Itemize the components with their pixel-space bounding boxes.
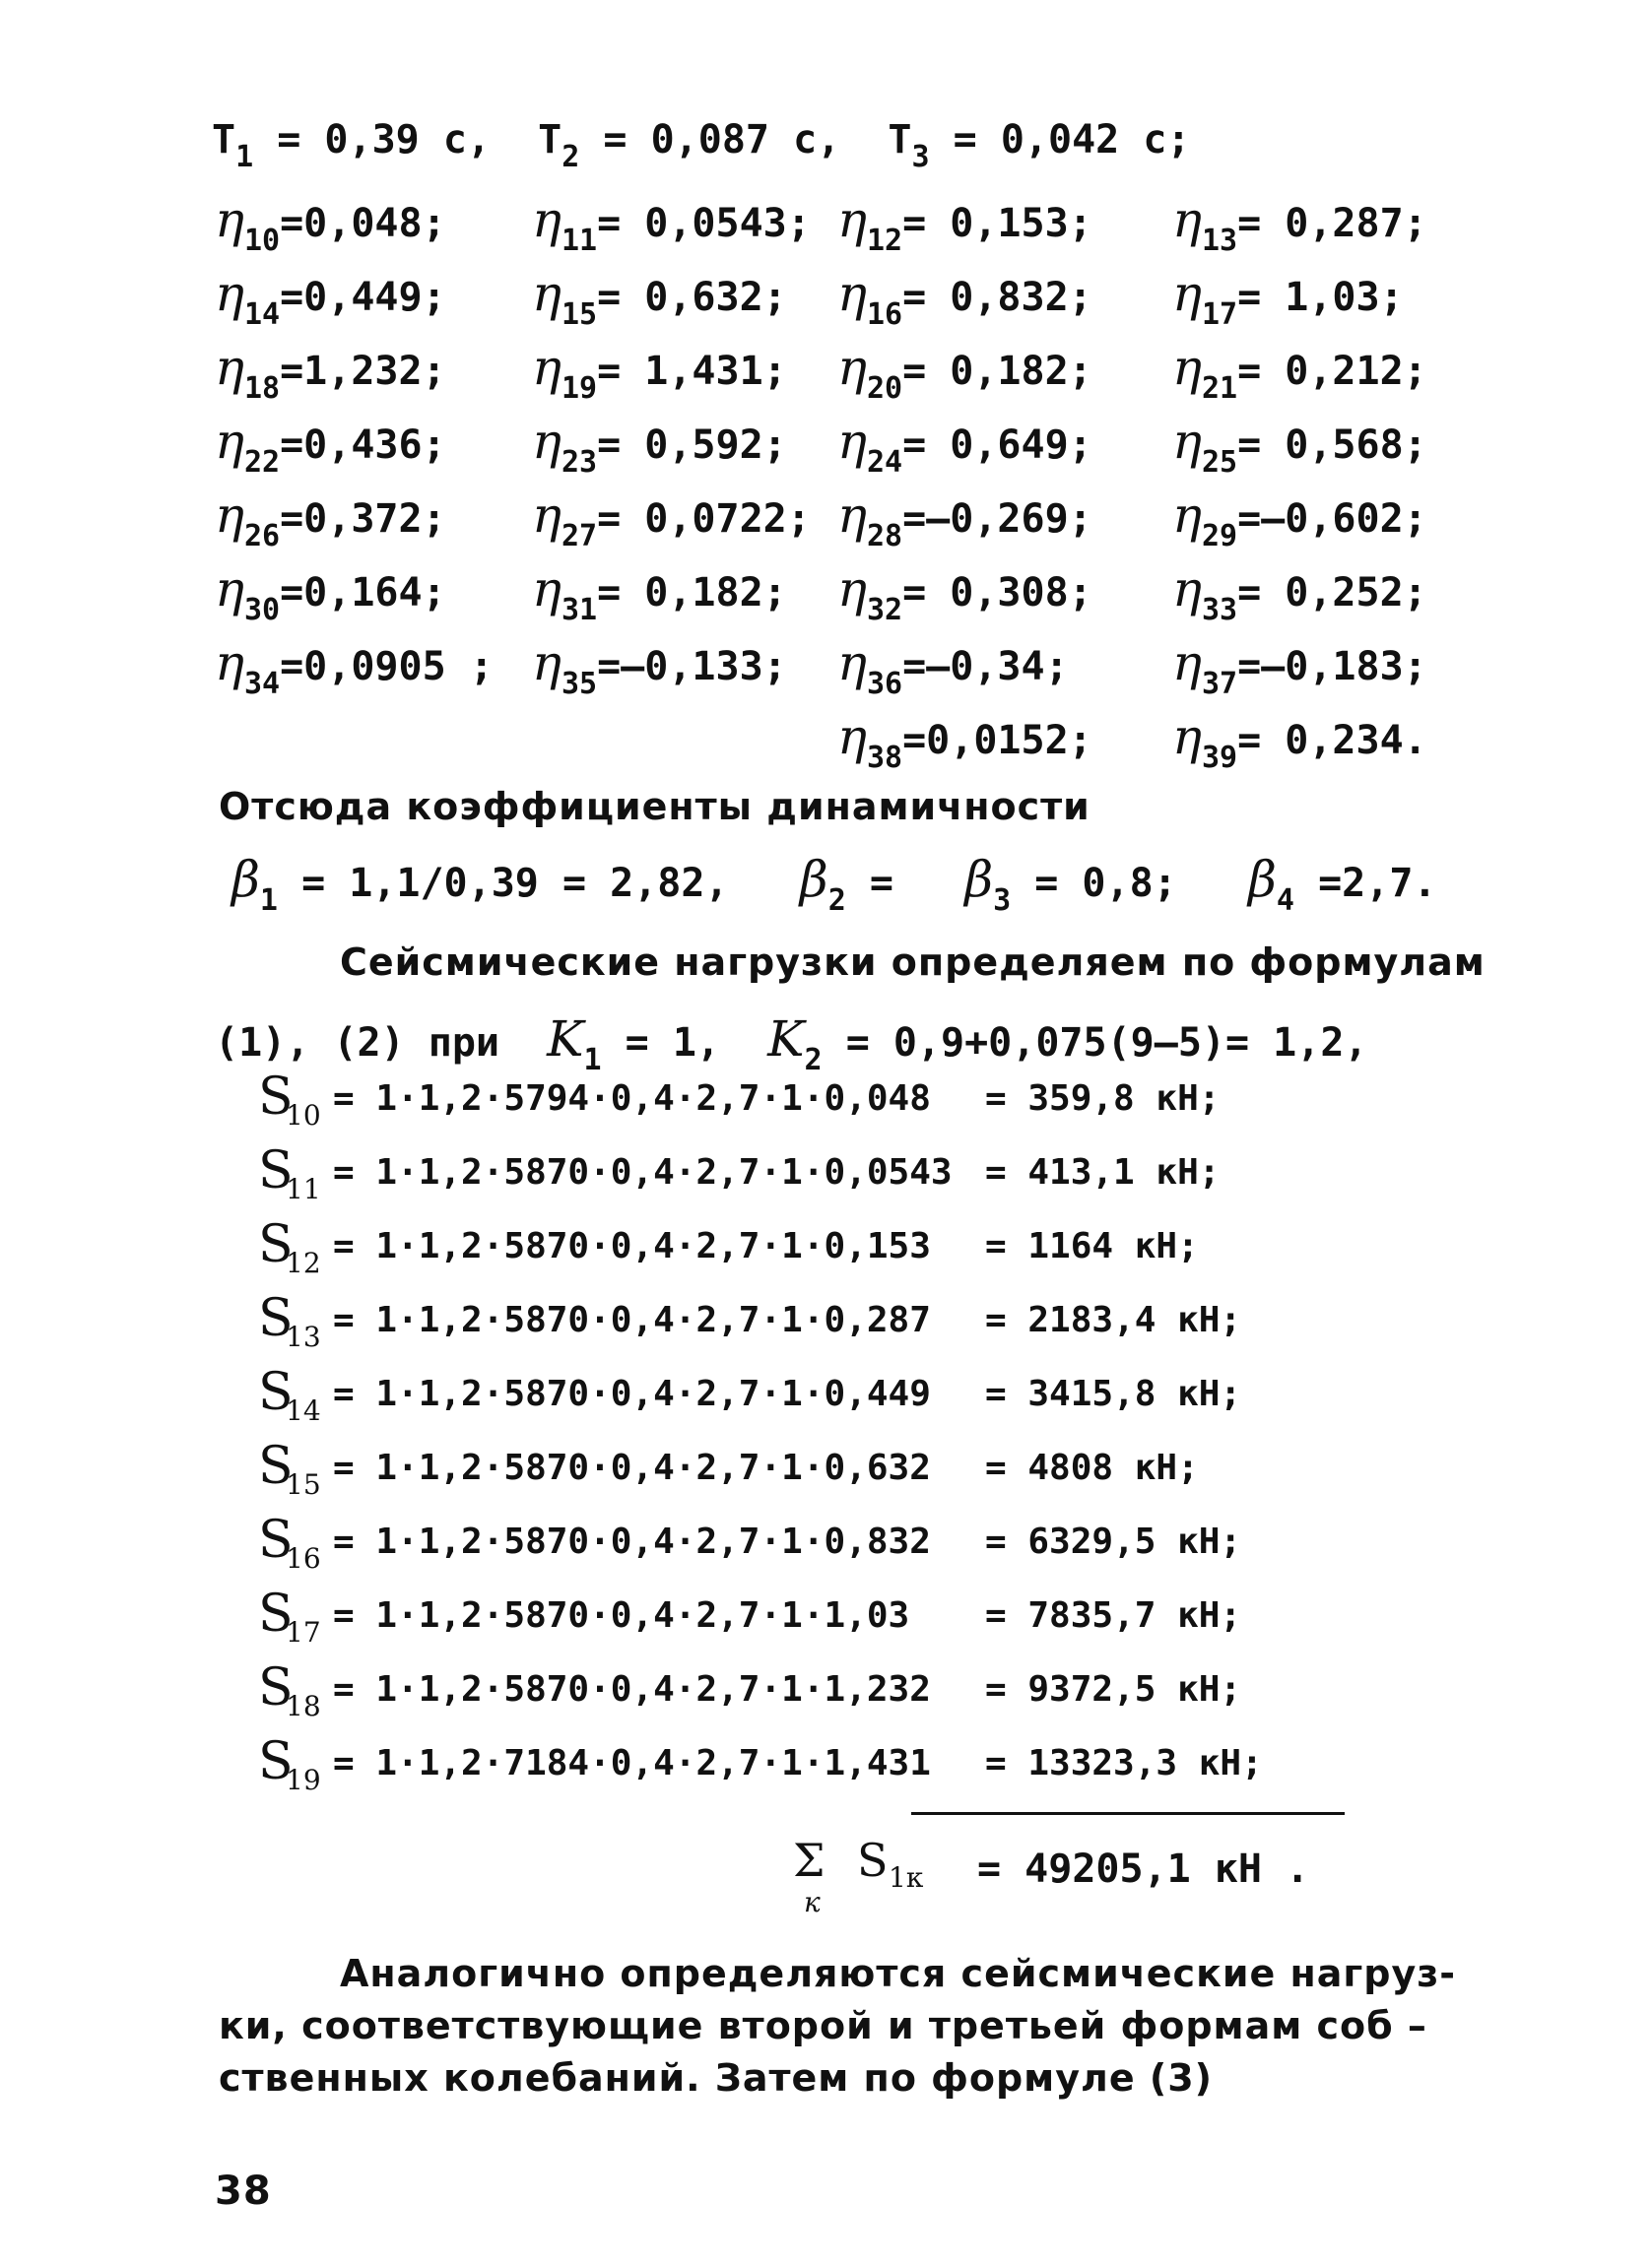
eta-symbol: η	[215, 413, 244, 470]
beta4-subscript: 4	[1276, 883, 1294, 918]
eta-subscript: 21	[1201, 371, 1238, 406]
sum-s-subscript: 1к	[889, 1861, 924, 1894]
beta2-symbol: β	[799, 851, 828, 908]
eta-subscript: 12	[866, 224, 903, 258]
load-expression: = 1·1,2·5794·0,4·2,7·1·0,048	[333, 1078, 931, 1119]
eta-subscript: 32	[866, 593, 903, 627]
eta-subscript: 24	[866, 445, 903, 480]
eta-symbol: η	[1172, 191, 1202, 248]
eta-symbol: η	[837, 486, 867, 544]
eta-cell	[837, 413, 1092, 480]
load-s-symbol: S	[258, 1215, 294, 1274]
eta-symbol: η	[215, 560, 244, 617]
eta-symbol: η	[1172, 634, 1202, 691]
eta-symbol: η	[532, 486, 562, 544]
t2-value: = 0,087 c,	[603, 117, 841, 162]
load-s-subscript: 18	[286, 1690, 321, 1722]
eta-cell	[532, 191, 811, 258]
eta-cell	[837, 339, 1092, 406]
eta-subscript: 29	[1201, 519, 1238, 553]
eta-subscript: 20	[866, 371, 903, 406]
eta-value: = 0,649;	[902, 422, 1092, 468]
eta-subscript: 38	[866, 741, 903, 775]
load-result: = 7835,7 кН;	[985, 1595, 1242, 1636]
eta-subscript: 22	[243, 445, 281, 480]
k2-symbol: K	[767, 1010, 805, 1068]
eta-cell	[215, 486, 446, 553]
eta-value: = 0,832;	[902, 275, 1092, 320]
load-result: = 2183,4 кН;	[985, 1300, 1242, 1340]
eta-cell	[215, 560, 446, 627]
eta-cell	[1172, 339, 1427, 406]
eta-value: = 0,308;	[902, 570, 1092, 616]
eta-value: = 0,0722;	[597, 496, 811, 542]
eta-subscript: 25	[1201, 445, 1238, 480]
load-result: = 9372,5 кН;	[985, 1669, 1242, 1710]
eta-value: =–0,133;	[597, 644, 787, 689]
eta-subscript: 31	[561, 593, 598, 627]
beta2-subscript: 2	[827, 883, 846, 918]
t3-subscript: 3	[911, 140, 930, 174]
eta-value: = 0,0543;	[597, 201, 811, 246]
eta-cell	[532, 339, 787, 406]
load-expression: = 1·1,2·5870·0,4·2,7·1·0,632	[333, 1448, 931, 1488]
eta-cell	[837, 191, 1092, 258]
eta-subscript: 35	[561, 667, 598, 701]
load-s-symbol: S	[258, 1585, 294, 1644]
load-expression: = 1·1,2·5870·0,4·2,7·1·0,449	[333, 1374, 931, 1414]
eta-symbol: η	[215, 191, 244, 248]
eta-value: = 0,592;	[597, 422, 787, 468]
coef-heading: Отсюда коэффициенты динамичности	[219, 785, 1090, 828]
beta4-symbol: β	[1248, 851, 1277, 908]
eta-symbol: η	[837, 339, 867, 396]
load-s-subscript: 13	[286, 1321, 321, 1353]
eta-subscript: 14	[243, 297, 281, 332]
load-s-subscript: 17	[286, 1616, 321, 1649]
eta-subscript: 16	[866, 297, 903, 332]
eta-value: = 0,287;	[1237, 201, 1427, 246]
beta3-value: = 0,8;	[1034, 861, 1177, 906]
eta-symbol: η	[1172, 413, 1202, 470]
eta-symbol: η	[837, 708, 867, 765]
load-s-symbol: S	[258, 1732, 294, 1791]
load-s-subscript: 15	[286, 1468, 321, 1501]
eta-symbol: η	[1172, 708, 1202, 765]
load-s-subscript: 19	[286, 1764, 321, 1796]
eta-value: =0,048;	[280, 201, 446, 246]
beta1-subscript: 1	[259, 883, 278, 918]
beta2-value: =	[869, 861, 893, 906]
sum-rule	[911, 1812, 1345, 1815]
eta-value: =0,449;	[280, 275, 446, 320]
periods-line	[212, 117, 1191, 174]
eta-cell	[837, 265, 1092, 332]
eta-value: = 0,234.	[1237, 718, 1427, 763]
load-expression: = 1·1,2·5870·0,4·2,7·1·0,832	[333, 1522, 931, 1562]
t3-value: = 0,042 c;	[953, 117, 1191, 162]
eta-cell	[532, 560, 787, 627]
load-result: = 413,1 кН;	[985, 1152, 1221, 1193]
load-result: = 1164 кН;	[985, 1226, 1199, 1266]
load-s-subscript: 10	[286, 1099, 321, 1132]
load-s-subscript: 16	[286, 1542, 321, 1575]
k-line	[215, 1010, 1368, 1077]
eta-subscript: 28	[866, 519, 903, 553]
eta-value: = 0,252;	[1237, 570, 1427, 616]
eta-subscript: 33	[1201, 593, 1238, 627]
load-expression: = 1·1,2·5870·0,4·2,7·1·1,03	[333, 1595, 910, 1636]
eta-subscript: 27	[561, 519, 598, 553]
k1-symbol: K	[547, 1010, 584, 1068]
load-expression: = 1·1,2·5870·0,4·2,7·1·0,153	[333, 1226, 931, 1266]
t1-subscript: 1	[235, 140, 254, 174]
beta3-subscript: 3	[993, 883, 1012, 918]
eta-value: =–0,183;	[1237, 644, 1427, 689]
eta-cell	[1172, 486, 1427, 553]
k2-value: = 0,9+0,075(9–5)= 1,2,	[845, 1020, 1368, 1066]
page-number: 38	[215, 2169, 272, 2214]
k2-subscript: 2	[804, 1043, 823, 1077]
eta-cell	[532, 486, 811, 553]
eta-value: =0,0905 ;	[280, 644, 494, 689]
sum-result: = 49205,1 кН .	[977, 1847, 1310, 1892]
load-s-subscript: 11	[286, 1173, 321, 1205]
t3-symbol: T	[888, 117, 912, 162]
load-expression: = 1·1,2·7184·0,4·2,7·1·1,431	[333, 1743, 931, 1783]
load-s-symbol: S	[258, 1658, 294, 1717]
eta-subscript: 39	[1201, 741, 1238, 775]
eta-value: =–0,602;	[1237, 496, 1427, 542]
eta-cell	[215, 634, 494, 701]
eta-cell	[1172, 265, 1404, 332]
eta-value: =0,164;	[280, 570, 446, 616]
load-result: = 359,8 кН;	[985, 1078, 1221, 1119]
eta-value: =0,0152;	[902, 718, 1092, 763]
load-s-symbol: S	[258, 1511, 294, 1570]
eta-cell	[1172, 413, 1427, 480]
eta-subscript: 19	[561, 371, 598, 406]
beta-line	[231, 851, 1437, 918]
sigma-under: к	[804, 1886, 821, 1918]
closing-line-1: Аналогично определяются сейсмические нагруз-	[340, 1952, 1457, 1995]
eta-value: = 1,431;	[597, 349, 787, 394]
load-s-symbol: S	[258, 1363, 294, 1422]
eta-cell	[837, 486, 1092, 553]
eta-symbol: η	[837, 560, 867, 617]
eta-symbol: η	[532, 191, 562, 248]
eta-subscript: 15	[561, 297, 598, 332]
eta-cell	[215, 339, 446, 406]
load-result: = 13323,3 кН;	[985, 1743, 1263, 1783]
eta-symbol: η	[532, 413, 562, 470]
eta-value: =0,436;	[280, 422, 446, 468]
eta-symbol: η	[837, 191, 867, 248]
eta-symbol: η	[837, 634, 867, 691]
eta-cell	[1172, 560, 1427, 627]
eta-symbol: η	[532, 634, 562, 691]
t1-value: = 0,39 c,	[277, 117, 491, 162]
eta-subscript: 10	[243, 224, 281, 258]
eta-subscript: 18	[243, 371, 281, 406]
load-s-subscript: 14	[286, 1394, 321, 1427]
t1-symbol: T	[212, 117, 236, 162]
t2-subscript: 2	[562, 140, 580, 174]
load-result: = 6329,5 кН;	[985, 1522, 1242, 1562]
eta-value: =–0,269;	[902, 496, 1092, 542]
load-expression: = 1·1,2·5870·0,4·2,7·1·0,0543	[333, 1152, 953, 1193]
k1-value: = 1,	[625, 1020, 720, 1066]
closing-line-2: ки, соответствующие второй и третьей формам соб –	[219, 2004, 1427, 2047]
eta-value: = 0,153;	[902, 201, 1092, 246]
load-s-symbol: S	[258, 1068, 294, 1127]
eta-value: = 0,632;	[597, 275, 787, 320]
eta-cell	[532, 265, 787, 332]
eta-subscript: 17	[1201, 297, 1238, 332]
eta-subscript: 37	[1201, 667, 1238, 701]
load-s-symbol: S	[258, 1289, 294, 1348]
eta-cell	[1172, 634, 1427, 701]
eta-symbol: η	[532, 560, 562, 617]
eta-cell	[1172, 708, 1427, 775]
eta-value: = 0,182;	[597, 570, 787, 616]
k-line-prefix: (1), (2) при	[215, 1020, 499, 1066]
eta-symbol: η	[837, 265, 867, 322]
beta1-value: = 1,1/0,39 = 2,82,	[301, 861, 729, 906]
load-expression: = 1·1,2·5870·0,4·2,7·1·1,232	[333, 1669, 931, 1710]
eta-value: = 0,212;	[1237, 349, 1427, 394]
eta-cell	[532, 634, 787, 701]
eta-symbol: η	[532, 265, 562, 322]
load-s-symbol: S	[258, 1141, 294, 1200]
eta-value: = 1,03;	[1237, 275, 1404, 320]
k1-subscript: 1	[583, 1043, 602, 1077]
eta-value: = 0,182;	[902, 349, 1092, 394]
eta-subscript: 26	[243, 519, 281, 553]
eta-subscript: 34	[243, 667, 281, 701]
load-result: = 3415,8 кН;	[985, 1374, 1242, 1414]
eta-value: =–0,34;	[902, 644, 1069, 689]
eta-cell	[215, 191, 446, 258]
eta-symbol: η	[215, 339, 244, 396]
eta-symbol: η	[215, 634, 244, 691]
eta-cell	[1172, 191, 1427, 258]
eta-symbol: η	[1172, 486, 1202, 544]
t2-symbol: T	[538, 117, 562, 162]
eta-symbol: η	[1172, 560, 1202, 617]
beta3-symbol: β	[964, 851, 994, 908]
eta-symbol: η	[1172, 265, 1202, 322]
eta-cell	[215, 413, 446, 480]
eta-cell	[837, 708, 1092, 775]
sigma-symbol: Σ	[793, 1834, 826, 1887]
eta-cell	[837, 634, 1069, 701]
eta-subscript: 23	[561, 445, 598, 480]
eta-value: =0,372;	[280, 496, 446, 542]
eta-cell	[215, 265, 446, 332]
eta-subscript: 36	[866, 667, 903, 701]
eta-symbol: η	[215, 486, 244, 544]
sum-s-symbol: S	[857, 1834, 889, 1887]
eta-subscript: 11	[561, 224, 598, 258]
loads-heading: Сейсмические нагрузки определяем по формулам	[340, 940, 1486, 984]
eta-symbol: η	[532, 339, 562, 396]
eta-symbol: η	[1172, 339, 1202, 396]
closing-line-3: ственных колебаний. Затем по формуле (3)	[219, 2056, 1213, 2100]
beta4-value: =2,7.	[1318, 861, 1437, 906]
load-s-subscript: 12	[286, 1247, 321, 1279]
load-expression: = 1·1,2·5870·0,4·2,7·1·0,287	[333, 1300, 931, 1340]
eta-symbol: η	[215, 265, 244, 322]
eta-value: = 0,568;	[1237, 422, 1427, 468]
eta-subscript: 30	[243, 593, 281, 627]
load-result: = 4808 кН;	[985, 1448, 1199, 1488]
beta1-symbol: β	[231, 851, 260, 908]
eta-cell	[532, 413, 787, 480]
eta-cell	[837, 560, 1092, 627]
load-s-symbol: S	[258, 1437, 294, 1496]
eta-value: =1,232;	[280, 349, 446, 394]
eta-subscript: 13	[1201, 224, 1238, 258]
eta-symbol: η	[837, 413, 867, 470]
